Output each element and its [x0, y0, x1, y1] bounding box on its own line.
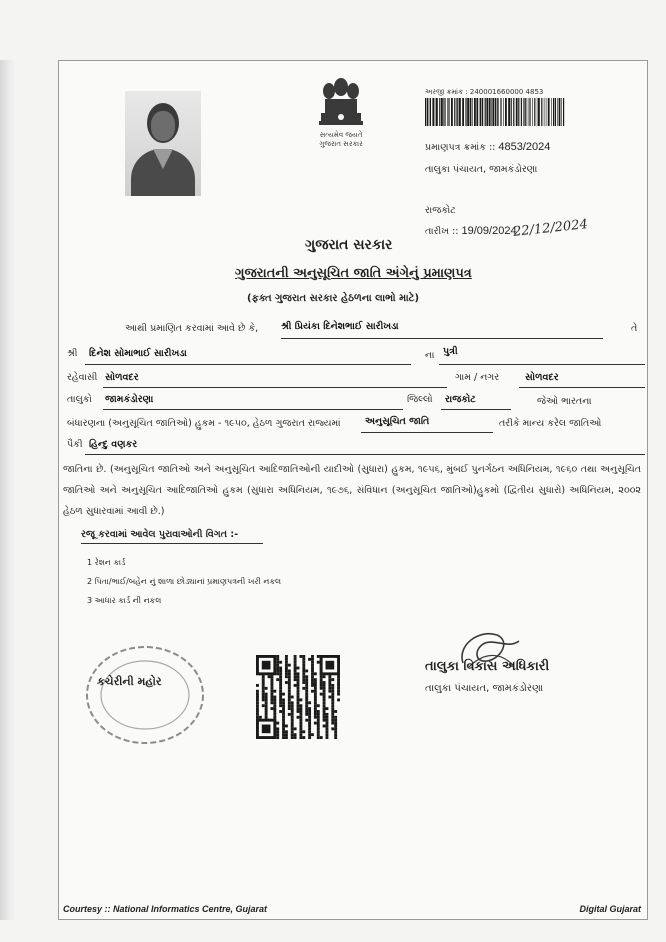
taluka-value: જામકંડોરણા — [105, 394, 154, 405]
issuing-office: તાલુકા પંચાયત, જામકંડોરણા — [425, 164, 538, 175]
emblem-government: ગુજરાત સરકાર — [319, 140, 363, 148]
office-seal-label: કચેરીની મહોર — [97, 675, 162, 688]
documents-list — [87, 553, 281, 610]
document-item: 2 પિતા/ભાઈ/બહેન નું શાળા છોડ્યાનાં પ્રમાણપત્રની ખરી નકલ — [87, 577, 282, 586]
resident-value: સોળવદર — [105, 372, 139, 383]
intro-text: આથી પ્રમાણિત કરવામાં આવે છે કે, — [125, 323, 259, 334]
relation-underline — [439, 364, 645, 365]
issue-date-label: તારીખ :: — [425, 226, 462, 237]
document-item: 1 રેશન કાર્ડ — [87, 558, 126, 567]
district-label: જિલ્લો — [407, 394, 433, 405]
state-emblem-icon — [311, 73, 371, 139]
parent-underline — [85, 364, 411, 365]
office-seal-stamp — [81, 641, 209, 749]
qr-code — [255, 655, 341, 739]
relation-value: પુત્રી — [443, 346, 458, 357]
emblem-caption — [295, 131, 387, 149]
issue-date-line — [425, 225, 517, 237]
document-item: 3 આધાર કાર્ડ ની નકલ — [87, 596, 162, 605]
footer-brand: Digital Gujarat — [579, 904, 641, 914]
name-underline — [281, 338, 603, 339]
barcode — [425, 98, 565, 126]
certificate-page — [58, 60, 648, 920]
relation-prefix: ના — [425, 350, 435, 361]
documents-heading-underline — [81, 543, 263, 544]
category-value: અનુસૂચિત જાતિ — [365, 416, 430, 427]
issue-date: 19/09/2024 — [461, 225, 517, 237]
issuing-district: રાજકોટ — [425, 205, 456, 216]
parent-prefix: શ્રી — [67, 348, 78, 359]
india-text: જેઓ ભારતના — [537, 396, 592, 407]
parent-name: દિનેશ સોમાભાઈ સારીખડા — [89, 348, 187, 359]
certificate-number: 4853/2024 — [498, 141, 551, 153]
certificate-subtitle: (ફક્ત ગુજરાત સરકાર હેઠળના લાભો માટે) — [247, 293, 420, 304]
category-underline — [361, 432, 493, 433]
emblem-motto: સત્યમેવ જયતે — [319, 131, 363, 139]
officer-title: તાલુકા વિકાસ અધિકારી — [425, 659, 550, 674]
officer-office: તાલુકા પંચાયત, જામકંડોરણા — [425, 683, 544, 694]
caste-prefix: પૈકી — [67, 439, 83, 450]
government-heading: ગુજરાત સરકાર — [305, 237, 393, 253]
application-number: અરજી ક્રમાંક : 240001660000 4853 — [425, 88, 544, 96]
certificate-title: ગુજરાતની અનુસૂચિત જાતિ અંગેનું પ્રમાણપત્ર — [235, 266, 472, 281]
scan-edge — [0, 60, 16, 920]
name-suffix: તે — [631, 323, 638, 334]
village-underline — [519, 387, 645, 388]
caste-value: હિન્દુ વણકર — [89, 439, 138, 450]
resident-label: રહેવાસી — [67, 372, 98, 383]
constitution-text: બંધારણના (અનુસૂચિત જાતિઓ) હુકમ - ૧૯૫૦, હેઠળ ગુજરાત રાજ્યમાં — [67, 418, 341, 429]
applicant-name: શ્રી પ્રિયંકા દિનેશભાઈ સારીખડા — [281, 321, 399, 332]
applicant-photo — [125, 91, 201, 196]
caste-underline — [85, 454, 645, 455]
certificate-number-line — [425, 141, 550, 153]
resident-underline — [103, 387, 447, 388]
village-label: ગામ / નગર — [455, 372, 500, 383]
footer-courtesy: Courtesy :: National Informatics Centre, Gujarat — [63, 904, 268, 914]
taluka-underline — [103, 409, 403, 410]
village-value: સોળવદર — [525, 372, 559, 383]
handwritten-date: 22/12/2024 — [512, 217, 589, 240]
documents-heading: રજૂ કરવામાં આવેલ પુરાવાઓની વિગત :- — [81, 529, 239, 540]
legal-paragraph: જાતિના છે. (અનુસૂચિત જાતિઓ અને અનુસૂચિત આદિજાતિઓની યાદીઓ (સુધારા) હુકમ, ૧૯૫૬, મુંબઈ પુનર્ગઠન અધિનિયમ, ૧૯૬૦ તથા અનુસૂચિત જાતિઓ અને અનુસૂચિત આદિજાતિઓ હુકમ (સુધારા અધિનિયમ, ૧૯૭૬, સંવિધાન (અનુસૂચિત જાતિઓ)હુકમો (દ્વિતીય સુધારો) અધિનિયમ, ૨૦૦૨ હેઠળ સુધારવામાં આવી છે.) — [63, 464, 641, 517]
recognized-text: તરીકે માન્ય કરેલ જાતિઓ — [499, 418, 602, 429]
certificate-number-label: પ્રમાણપત્ર ક્રમાંક :: — [425, 142, 499, 153]
district-underline — [441, 409, 511, 410]
district-value: રાજકોટ — [445, 394, 476, 405]
taluka-label: તાલુકો — [67, 394, 92, 405]
